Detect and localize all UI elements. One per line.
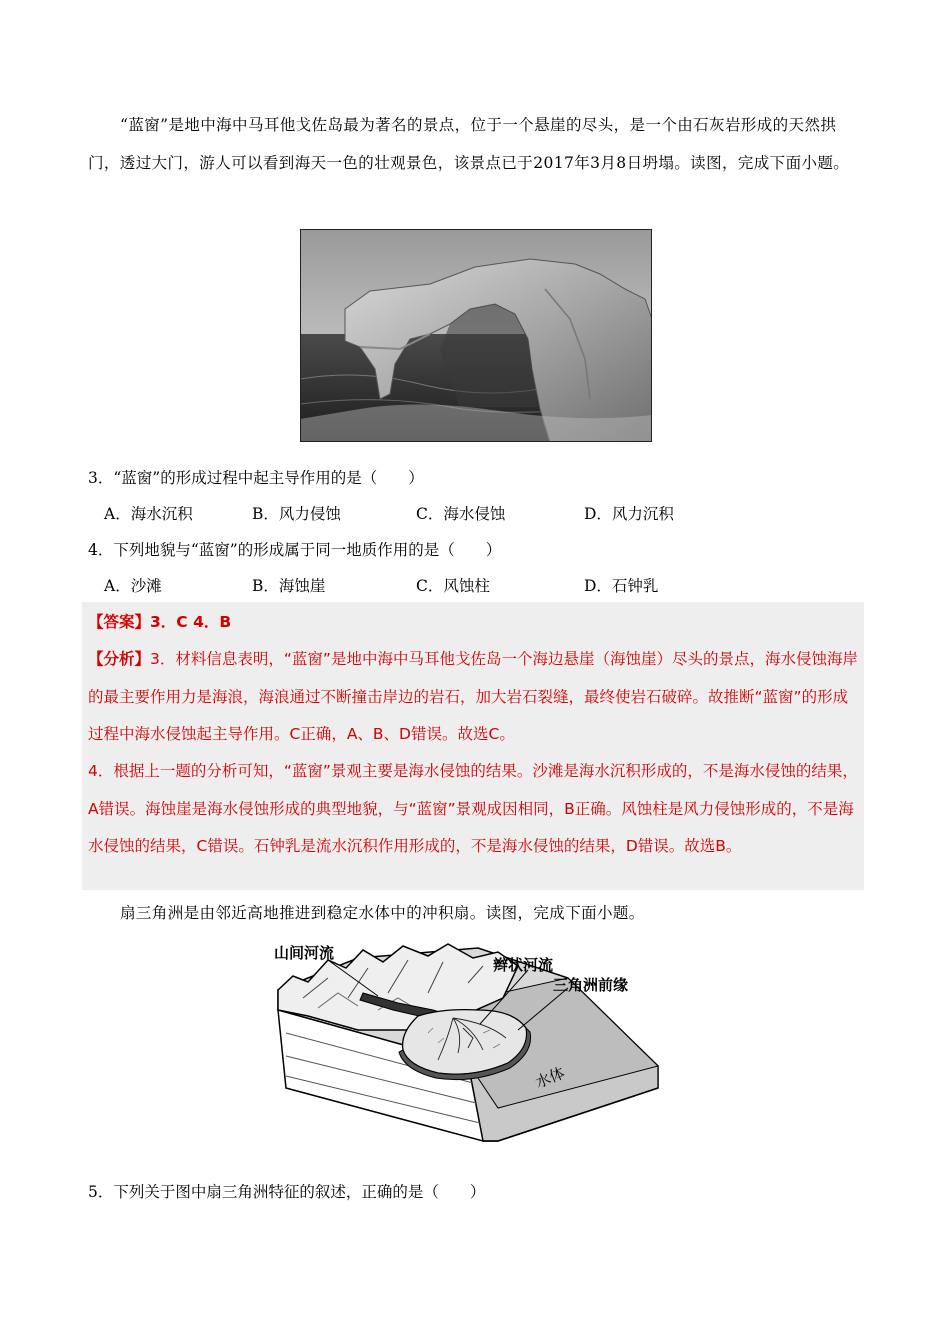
q4-option-a[interactable]: A．沙滩 bbox=[104, 577, 162, 595]
question-3-stem: 3．“蓝窗”的形成过程中起主导作用的是（ ） bbox=[88, 469, 424, 487]
q4-option-d[interactable]: D．石钟乳 bbox=[584, 577, 659, 595]
analysis-tag: 【分析】 bbox=[88, 650, 151, 668]
q3-option-a[interactable]: A．海水沉积 bbox=[104, 505, 193, 523]
question-4-stem: 4．下列地貌与“蓝窗”的形成属于同一地质作用的是（ ） bbox=[88, 541, 502, 559]
analysis-paragraph-2: 4．根据上一题的分析可知，“蓝窗”景观主要是海水侵蚀的结果。沙滩是海水沉积形成的，不是海水侵蚀的结果，A错误。海蚀崖是海水侵蚀形成的典型地貌，与“蓝窗”景观成因相同，B正确。风蚀柱是风力侵蚀形成的，不是海水侵蚀的结果，C错误。石钟乳是流水沉积作用形成的，不是海水侵蚀的结果，D错误。故选B。 bbox=[88, 762, 858, 855]
analysis-paragraph-1 bbox=[88, 641, 858, 754]
label-braided-river: 辫状河流 bbox=[493, 956, 554, 974]
answer-line bbox=[88, 604, 858, 642]
azure-window-photo bbox=[300, 229, 652, 442]
analysis-text-1: 3．材料信息表明，“蓝窗”是地中海中马耳他戈佐岛一个海边悬崖（海蚀崖）尽头的景点，海水侵蚀海岸的最主要作用力是海浪，海浪通过不断撞击岸边的岩石，加大岩石裂缝，最终使岩石破碎。故推断“蓝窗”的形成过程中海水侵蚀起主导作用。C正确，A、B、D错误。故选C。 bbox=[88, 650, 858, 743]
question-5-stem: 5．下列关于图中扇三角洲特征的叙述，正确的是（ ） bbox=[88, 1183, 486, 1201]
q3-option-c[interactable]: C．海水侵蚀 bbox=[416, 505, 506, 523]
q3-option-b[interactable]: B．风力侵蚀 bbox=[252, 505, 341, 523]
label-mountain-river: 山间河流 bbox=[274, 944, 335, 962]
q4-option-b[interactable]: B．海蚀崖 bbox=[252, 577, 326, 595]
intro-paragraph-blue-window: “蓝窗”是地中海中马耳他戈佐岛最为著名的景点，位于一个悬崖的尽头，是一个由石灰岩形成的天然拱门，透过大门，游人可以看到海天一色的壮观景色，该景点已于2017年3月8日坍塌。读图，完成下面小题。 bbox=[88, 116, 850, 172]
answer-text: 3．C 4．B bbox=[150, 613, 232, 631]
label-delta-front: 三角洲前缘 bbox=[553, 976, 629, 994]
fan-delta-diagram bbox=[268, 938, 668, 1143]
label-water-body: 水体 bbox=[532, 1063, 568, 1092]
q3-option-d[interactable]: D．风力沉积 bbox=[584, 505, 674, 523]
answer-tag: 【答案】 bbox=[88, 613, 151, 631]
q4-option-c[interactable]: C．风蚀柱 bbox=[416, 577, 490, 595]
intro-paragraph-fan-delta: 扇三角洲是由邻近高地推进到稳定水体中的冲积扇。读图，完成下面小题。 bbox=[120, 904, 645, 922]
